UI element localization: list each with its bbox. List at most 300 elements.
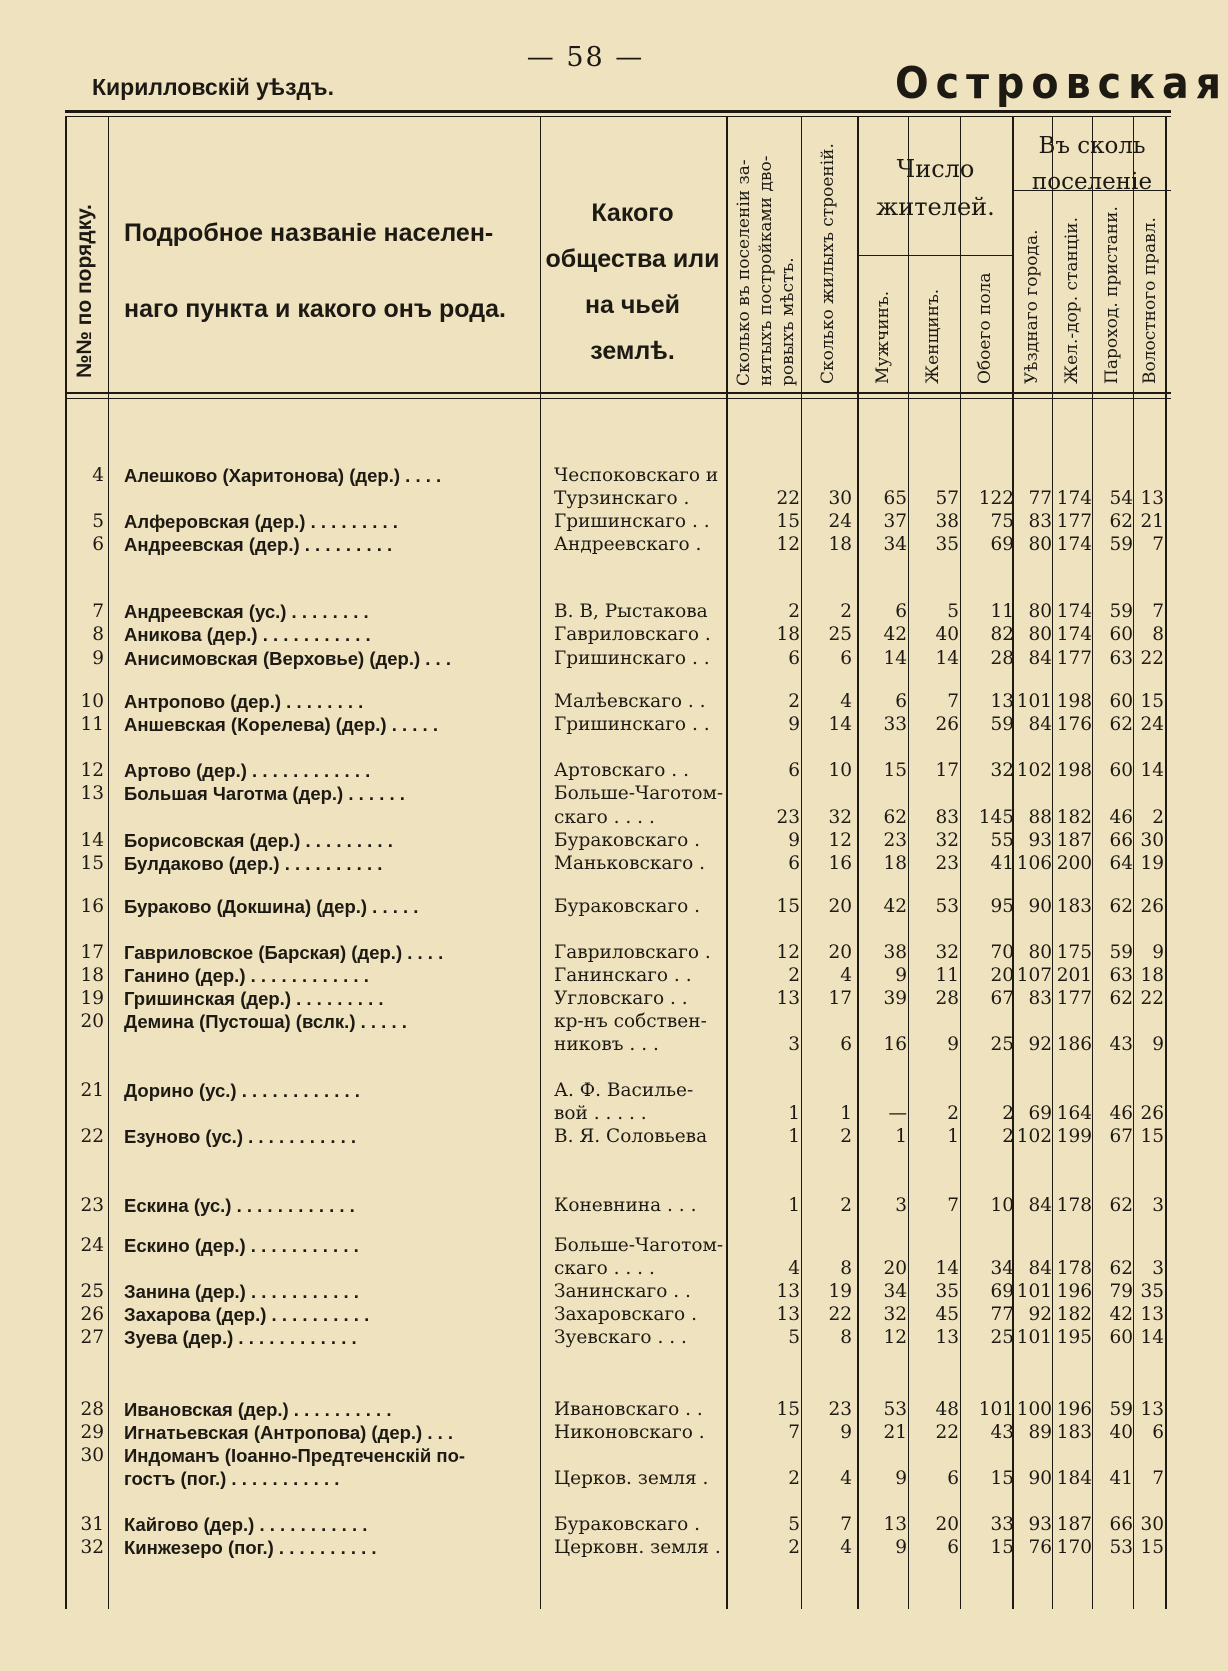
header-no: №№ по порядку. xyxy=(73,204,96,378)
cell-dist-volost: 14 xyxy=(1140,760,1164,781)
place-name: Борисовская (дер.) . . . . . . . . . xyxy=(124,830,393,851)
cell-men: 15 xyxy=(883,760,907,781)
society-name: Бураковскаго . xyxy=(554,830,701,851)
society-name: Ганинскаго . . xyxy=(554,965,692,986)
cell-houses: 6 xyxy=(840,648,852,669)
table-row xyxy=(0,464,1171,487)
cell-men: 37 xyxy=(883,511,907,532)
cell-houses: 19 xyxy=(828,1281,852,1302)
row-number: 31 xyxy=(80,1514,104,1535)
cell-houses: 9 xyxy=(840,1422,852,1443)
cell-dist-pier: 62 xyxy=(1109,714,1133,735)
cell-plots: 6 xyxy=(788,853,800,874)
society-name: Гришинскаго . . xyxy=(554,511,710,532)
cell-houses: 16 xyxy=(828,853,852,874)
place-name: Демина (Пустоша) (вслк.) . . . . . xyxy=(124,1011,407,1032)
place-name: Езуново (ус.) . . . . . . . . . . . xyxy=(124,1126,357,1147)
cell-both: 43 xyxy=(990,1422,1014,1443)
cell-men: 9 xyxy=(895,1468,907,1489)
cell-dist-pier: 60 xyxy=(1109,760,1133,781)
row-number: 20 xyxy=(80,1011,104,1032)
table-row xyxy=(0,759,1171,782)
cell-plots: 2 xyxy=(788,1468,800,1489)
cell-plots: 9 xyxy=(788,830,800,851)
cell-both: 25 xyxy=(990,1034,1014,1055)
table-row xyxy=(0,941,1171,964)
cell-both: 2 xyxy=(1002,1103,1014,1124)
cell-men: 13 xyxy=(883,1514,907,1535)
cell-women: 32 xyxy=(935,830,959,851)
cell-houses: 23 xyxy=(828,1399,852,1420)
cell-dist-pier: 66 xyxy=(1109,1514,1133,1535)
cell-dist-rail: 198 xyxy=(1056,691,1092,712)
header-both: Обоего пола xyxy=(975,272,995,384)
cell-plots: 15 xyxy=(776,896,800,917)
cell-men: 9 xyxy=(895,965,907,986)
cell-women: 45 xyxy=(935,1304,959,1325)
cell-both: 2 xyxy=(1002,1126,1014,1147)
cell-dist-rail: 183 xyxy=(1056,1422,1092,1443)
cell-both: 15 xyxy=(990,1468,1014,1489)
cell-both: 82 xyxy=(990,624,1014,645)
cell-dist-town: 90 xyxy=(1028,896,1052,917)
cell-houses: 4 xyxy=(840,965,852,986)
cell-men: 38 xyxy=(883,942,907,963)
cell-both: 10 xyxy=(990,1195,1014,1216)
cell-dist-volost: 7 xyxy=(1152,601,1164,622)
cell-women: 38 xyxy=(935,511,959,532)
cell-houses: 14 xyxy=(828,714,852,735)
cell-dist-volost: 19 xyxy=(1140,853,1164,874)
table-row xyxy=(0,1194,1171,1217)
place-name: Алешково (Харитонова) (дер.) . . . . xyxy=(124,465,442,486)
cell-houses: 2 xyxy=(840,1126,852,1147)
row-number: 26 xyxy=(80,1304,104,1325)
society-name: никовъ . . . xyxy=(554,1034,659,1055)
cell-dist-pier: 60 xyxy=(1109,1327,1133,1348)
table-row xyxy=(0,829,1171,852)
cell-dist-rail: 184 xyxy=(1056,1468,1092,1489)
cell-men: 33 xyxy=(883,714,907,735)
cell-dist-rail: 196 xyxy=(1056,1281,1092,1302)
place-name: Ганино (дер.) . . . . . . . . . . . . xyxy=(124,965,369,986)
cell-both: 122 xyxy=(978,488,1014,509)
cell-women: 32 xyxy=(935,942,959,963)
row-number: 13 xyxy=(80,783,104,804)
table-row xyxy=(0,647,1171,670)
table-row xyxy=(0,1444,1171,1467)
table-row xyxy=(0,533,1171,556)
cell-dist-town: 84 xyxy=(1028,1195,1052,1216)
cell-men: 14 xyxy=(883,648,907,669)
cell-dist-town: 106 xyxy=(1016,853,1052,874)
society-name: Гришинскаго . . xyxy=(554,714,710,735)
cell-both: 101 xyxy=(978,1399,1014,1420)
cell-dist-pier: 64 xyxy=(1109,853,1133,874)
cell-dist-pier: 59 xyxy=(1109,534,1133,555)
row-number: 23 xyxy=(80,1195,104,1216)
society-name: Чеспоковскаго и xyxy=(554,465,719,486)
cell-women: 35 xyxy=(935,1281,959,1302)
place-name: Ивановская (дер.) . . . . . . . . . . xyxy=(124,1399,392,1420)
cell-both: 41 xyxy=(990,853,1014,874)
cell-men: 23 xyxy=(883,830,907,851)
cell-dist-volost: 13 xyxy=(1140,488,1164,509)
cell-both: 25 xyxy=(990,1327,1014,1348)
society-name: Гавриловскаго . xyxy=(554,942,711,963)
cell-dist-pier: 46 xyxy=(1109,807,1133,828)
table-row xyxy=(0,1257,1171,1280)
row-number: 12 xyxy=(80,760,104,781)
cell-both: 34 xyxy=(990,1258,1014,1279)
table-row xyxy=(0,713,1171,736)
header-name: Подробное названіе населен- наго пункта и какого онъ рода. xyxy=(124,219,506,323)
cell-plots: 2 xyxy=(788,965,800,986)
cell-women: 23 xyxy=(935,853,959,874)
row-number: 32 xyxy=(80,1537,104,1558)
cell-both: 95 xyxy=(990,896,1014,917)
table-row xyxy=(0,623,1171,646)
cell-dist-rail: 198 xyxy=(1056,760,1092,781)
cell-dist-rail: 201 xyxy=(1056,965,1092,986)
cell-men: 21 xyxy=(883,1422,907,1443)
page-number: — 58 — xyxy=(526,42,645,73)
cell-dist-pier: 63 xyxy=(1109,648,1133,669)
cell-men: 34 xyxy=(883,534,907,555)
header-town: Уѣзднаго города. xyxy=(1022,229,1042,384)
cell-men: 1 xyxy=(895,1126,907,1147)
place-name: Булдаково (дер.) . . . . . . . . . . xyxy=(124,853,383,874)
cell-dist-pier: 62 xyxy=(1109,1258,1133,1279)
row-number: 19 xyxy=(80,988,104,1009)
cell-dist-volost: 15 xyxy=(1140,1126,1164,1147)
cell-dist-pier: 67 xyxy=(1109,1126,1133,1147)
cell-dist-town: 100 xyxy=(1016,1399,1052,1420)
cell-plots: 5 xyxy=(788,1514,800,1535)
place-name: Бураково (Докшина) (дер.) . . . . . xyxy=(124,896,419,917)
cell-dist-pier: 60 xyxy=(1109,691,1133,712)
cell-plots: 1 xyxy=(788,1126,800,1147)
cell-plots: 15 xyxy=(776,1399,800,1420)
cell-dist-rail: 175 xyxy=(1056,942,1092,963)
cell-dist-rail: 164 xyxy=(1056,1103,1092,1124)
cell-men: 65 xyxy=(883,488,907,509)
cell-dist-pier: 66 xyxy=(1109,830,1133,851)
cell-women: 26 xyxy=(935,714,959,735)
place-name: Аншевская (Корелева) (дер.) . . . . . xyxy=(124,714,438,735)
cell-houses: 4 xyxy=(840,1537,852,1558)
place-name: Анисимовская (Верховье) (дер.) . . . xyxy=(124,648,451,669)
cell-both: 77 xyxy=(990,1304,1014,1325)
cell-plots: 22 xyxy=(776,488,800,509)
table-row xyxy=(0,1326,1171,1349)
cell-dist-town: 69 xyxy=(1028,1103,1052,1124)
cell-dist-rail: 195 xyxy=(1056,1327,1092,1348)
header-rail: Жел.-дор. станціи. xyxy=(1062,217,1082,384)
society-name: Андреевскаго . xyxy=(554,534,702,555)
society-name: Гавриловскаго . xyxy=(554,624,711,645)
cell-women: 7 xyxy=(947,691,959,712)
society-name: Артовскаго . . xyxy=(554,760,689,781)
place-name: Гавриловское (Барская) (дер.) . . . . xyxy=(124,942,444,963)
cell-both: 20 xyxy=(990,965,1014,986)
cell-houses: 22 xyxy=(828,1304,852,1325)
society-name: Занинскаго . . xyxy=(554,1281,691,1302)
cell-men: 6 xyxy=(895,691,907,712)
cell-women: 28 xyxy=(935,988,959,1009)
society-name: Турзинскаго . xyxy=(554,488,690,509)
society-name: Ивановскаго . . xyxy=(554,1399,703,1420)
row-number: 14 xyxy=(80,830,104,851)
header-plots: Сколько въ поселеніи за- нятыхъ постройками дво- ровыхъ мѣстъ. xyxy=(734,155,798,386)
row-number: 18 xyxy=(80,965,104,986)
cell-women: 6 xyxy=(947,1468,959,1489)
row-number: 11 xyxy=(80,714,104,735)
cell-dist-volost: 30 xyxy=(1140,830,1164,851)
row-number: 6 xyxy=(92,534,104,555)
cell-houses: 12 xyxy=(828,830,852,851)
cell-both: 145 xyxy=(978,807,1014,828)
cell-dist-volost: 2 xyxy=(1152,807,1164,828)
society-name: В. Я. Соловьева xyxy=(554,1126,708,1147)
cell-houses: 2 xyxy=(840,601,852,622)
cell-dist-volost: 24 xyxy=(1140,714,1164,735)
cell-plots: 2 xyxy=(788,1537,800,1558)
cell-houses: 24 xyxy=(828,511,852,532)
cell-dist-volost: 13 xyxy=(1140,1304,1164,1325)
society-name: Бураковскаго . xyxy=(554,1514,701,1535)
cell-both: 69 xyxy=(990,534,1014,555)
cell-plots: 2 xyxy=(788,691,800,712)
cell-both: 15 xyxy=(990,1537,1014,1558)
cell-dist-volost: 7 xyxy=(1152,1468,1164,1489)
cell-plots: 18 xyxy=(776,624,800,645)
cell-houses: 6 xyxy=(840,1034,852,1055)
cell-dist-volost: 26 xyxy=(1140,1103,1164,1124)
cell-dist-pier: 59 xyxy=(1109,942,1133,963)
table-top-rule xyxy=(65,110,1171,113)
cell-dist-rail: 174 xyxy=(1056,488,1092,509)
row-number: 4 xyxy=(92,465,104,486)
cell-plots: 13 xyxy=(776,1304,800,1325)
cell-dist-rail: 186 xyxy=(1056,1034,1092,1055)
place-name: Антропово (дер.) . . . . . . . . xyxy=(124,691,364,712)
society-name: Коневнина . . . xyxy=(554,1195,697,1216)
cell-dist-town: 89 xyxy=(1028,1422,1052,1443)
cell-dist-pier: 79 xyxy=(1109,1281,1133,1302)
society-name: Никоновскаго . xyxy=(554,1422,705,1443)
row-number: 28 xyxy=(80,1399,104,1420)
cell-dist-volost: 22 xyxy=(1140,648,1164,669)
cell-women: 14 xyxy=(935,1258,959,1279)
cell-dist-town: 101 xyxy=(1016,1281,1052,1302)
cell-dist-town: 84 xyxy=(1028,1258,1052,1279)
society-name: Церков. земля . xyxy=(554,1468,709,1489)
place-name: Занина (дер.) . . . . . . . . . . . xyxy=(124,1281,359,1302)
cell-women: 1 xyxy=(947,1126,959,1147)
place-name: Ескино (дер.) . . . . . . . . . . . xyxy=(124,1235,359,1256)
cell-dist-rail: 176 xyxy=(1056,714,1092,735)
cell-dist-town: 80 xyxy=(1028,601,1052,622)
row-number: 7 xyxy=(92,601,104,622)
cell-dist-rail: 182 xyxy=(1056,807,1092,828)
cell-dist-volost: 15 xyxy=(1140,1537,1164,1558)
table-row xyxy=(0,1125,1171,1148)
cell-dist-pier: 62 xyxy=(1109,896,1133,917)
table-row xyxy=(0,1280,1171,1303)
cell-dist-pier: 59 xyxy=(1109,601,1133,622)
society-name: вой . . . . . xyxy=(554,1103,647,1124)
cell-houses: 2 xyxy=(840,1195,852,1216)
cell-dist-rail: 177 xyxy=(1056,988,1092,1009)
row-number: 24 xyxy=(80,1235,104,1256)
cell-women: 9 xyxy=(947,1034,959,1055)
row-number: 16 xyxy=(80,896,104,917)
cell-dist-town: 80 xyxy=(1028,624,1052,645)
place-name: Игнатьевская (Антропова) (дер.) . . . xyxy=(124,1422,454,1443)
cell-dist-pier: 53 xyxy=(1109,1537,1133,1558)
table-row xyxy=(0,895,1171,918)
row-number: 10 xyxy=(80,691,104,712)
cell-dist-pier: 63 xyxy=(1109,965,1133,986)
society-name: Бураковскаго . xyxy=(554,896,701,917)
cell-dist-town: 77 xyxy=(1028,488,1052,509)
cell-dist-rail: 200 xyxy=(1056,853,1092,874)
row-number: 8 xyxy=(92,624,104,645)
place-name: Ескина (ус.) . . . . . . . . . . . . xyxy=(124,1195,355,1216)
cell-dist-volost: 3 xyxy=(1152,1195,1164,1216)
cell-women: 13 xyxy=(935,1327,959,1348)
cell-houses: 10 xyxy=(828,760,852,781)
cell-dist-volost: 35 xyxy=(1140,1281,1164,1302)
table-row xyxy=(0,1079,1171,1102)
cell-dist-pier: 41 xyxy=(1109,1468,1133,1489)
cell-plots: 15 xyxy=(776,511,800,532)
cell-men: 34 xyxy=(883,1281,907,1302)
cell-dist-rail: 174 xyxy=(1056,534,1092,555)
cell-dist-town: 102 xyxy=(1016,760,1052,781)
place-name: Андреевская (дер.) . . . . . . . . . xyxy=(124,534,393,555)
cell-both: 59 xyxy=(990,714,1014,735)
cell-dist-rail: 174 xyxy=(1056,601,1092,622)
cell-men: 18 xyxy=(883,853,907,874)
cell-men: 62 xyxy=(883,807,907,828)
table-top-rule-thin xyxy=(65,116,1171,117)
cell-dist-volost: 21 xyxy=(1140,511,1164,532)
society-name: Малѣевскаго . . xyxy=(554,691,706,712)
cell-men: 42 xyxy=(883,896,907,917)
table-row xyxy=(0,806,1171,829)
table-row xyxy=(0,782,1171,805)
society-name: Зуевскаго . . . xyxy=(554,1327,687,1348)
cell-dist-rail: 178 xyxy=(1056,1258,1092,1279)
cell-dist-pier: 43 xyxy=(1109,1034,1133,1055)
table-row xyxy=(0,1234,1171,1257)
table-row xyxy=(0,1010,1171,1033)
cell-both: 55 xyxy=(990,830,1014,851)
row-number: 29 xyxy=(80,1422,104,1443)
cell-dist-rail: 183 xyxy=(1056,896,1092,917)
cell-dist-volost: 30 xyxy=(1140,1514,1164,1535)
place-name: Артово (дер.) . . . . . . . . . . . . xyxy=(124,760,371,781)
cell-dist-rail: 178 xyxy=(1056,1195,1092,1216)
header-population: Число жителей. xyxy=(876,155,995,221)
table-row xyxy=(0,964,1171,987)
row-number: 21 xyxy=(80,1080,104,1101)
row-number: 27 xyxy=(80,1327,104,1348)
cell-plots: 9 xyxy=(788,714,800,735)
table-row xyxy=(0,600,1171,623)
cell-men: 53 xyxy=(883,1399,907,1420)
cell-dist-town: 83 xyxy=(1028,511,1052,532)
cell-dist-town: 107 xyxy=(1016,965,1052,986)
cell-dist-town: 80 xyxy=(1028,534,1052,555)
cell-plots: 12 xyxy=(776,534,800,555)
cell-dist-town: 93 xyxy=(1028,1514,1052,1535)
society-name: Захаровскаго . xyxy=(554,1304,697,1325)
cell-both: 33 xyxy=(990,1514,1014,1535)
cell-plots: 23 xyxy=(776,807,800,828)
cell-plots: 13 xyxy=(776,988,800,1009)
cell-dist-volost: 18 xyxy=(1140,965,1164,986)
society-name: В. В, Рыстакова xyxy=(554,601,708,622)
cell-women: 2 xyxy=(947,1103,959,1124)
cell-men: 32 xyxy=(883,1304,907,1325)
cell-plots: 2 xyxy=(788,601,800,622)
cell-men: 39 xyxy=(883,988,907,1009)
table-row xyxy=(0,1398,1171,1421)
cell-dist-volost: 15 xyxy=(1140,691,1164,712)
society-name: скаго . . . . xyxy=(554,807,655,828)
header-distance: Въ сколь поселеніе xyxy=(1031,133,1153,195)
cell-women: 35 xyxy=(935,534,959,555)
header-society: Какого общества или на чьей землѣ. xyxy=(545,199,720,365)
place-name: Индоманъ (Іоанно-Предтеченскій по- xyxy=(124,1445,466,1466)
volost-title: Островская xyxy=(895,58,1228,109)
table-row xyxy=(0,987,1171,1010)
cell-houses: 20 xyxy=(828,942,852,963)
table-row xyxy=(0,1102,1171,1125)
cell-both: 70 xyxy=(990,942,1014,963)
row-number: 15 xyxy=(80,853,104,874)
cell-women: 17 xyxy=(935,760,959,781)
cell-dist-town: 80 xyxy=(1028,942,1052,963)
cell-women: 11 xyxy=(935,965,959,986)
cell-dist-pier: 40 xyxy=(1109,1422,1133,1443)
table-row xyxy=(0,690,1171,713)
cell-women: 6 xyxy=(947,1537,959,1558)
header-bottom-rule-thin xyxy=(65,398,1171,399)
cell-houses: 4 xyxy=(840,1468,852,1489)
society-name: Церковн. земля . xyxy=(554,1537,721,1558)
cell-plots: 4 xyxy=(788,1258,800,1279)
row-number: 17 xyxy=(80,942,104,963)
place-name: Кайгово (дер.) . . . . . . . . . . . xyxy=(124,1514,368,1535)
table-row xyxy=(0,1467,1171,1490)
cell-both: 28 xyxy=(990,648,1014,669)
cell-plots: 7 xyxy=(788,1422,800,1443)
cell-both: 11 xyxy=(990,601,1014,622)
cell-dist-rail: 177 xyxy=(1056,648,1092,669)
cell-both: 67 xyxy=(990,988,1014,1009)
cell-dist-rail: 182 xyxy=(1056,1304,1092,1325)
cell-women: 53 xyxy=(935,896,959,917)
cell-women: 14 xyxy=(935,648,959,669)
cell-dist-town: 83 xyxy=(1028,988,1052,1009)
cell-plots: 13 xyxy=(776,1281,800,1302)
place-name: Гришинская (дер.) . . . . . . . . . xyxy=(124,988,384,1009)
place-name: Аникова (дер.) . . . . . . . . . . . xyxy=(124,624,371,645)
